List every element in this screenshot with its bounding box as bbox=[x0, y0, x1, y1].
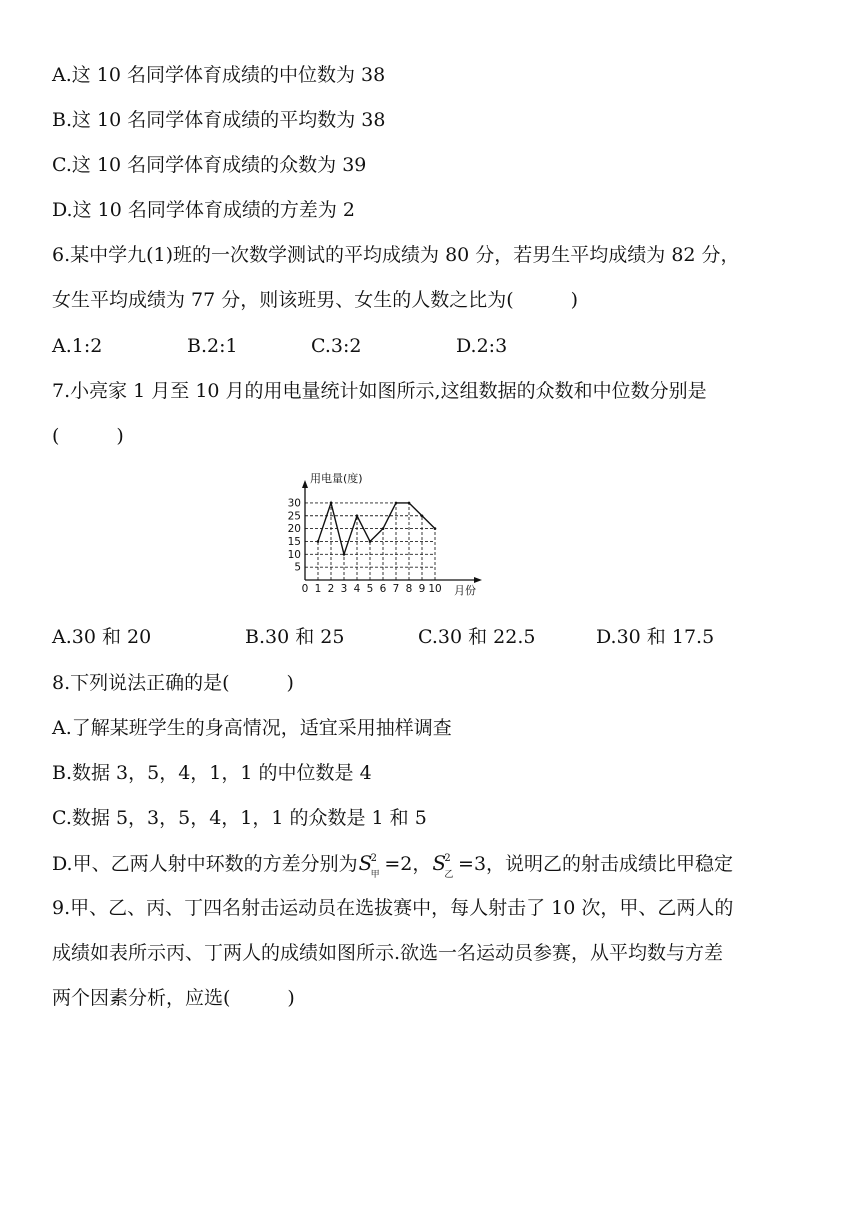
point-10 bbox=[434, 527, 437, 530]
q6-option-d: D.2:3 bbox=[456, 335, 508, 357]
x-tick-label-7: 7 bbox=[392, 583, 400, 595]
x-tick-label-3: 3 bbox=[340, 583, 348, 595]
electricity-line-chart bbox=[283, 468, 493, 602]
q7-stem-line2: ( ) bbox=[52, 425, 124, 447]
x-tick-label-1: 1 bbox=[314, 583, 322, 595]
q6-option-a: A.1:2 bbox=[52, 335, 103, 357]
point-3 bbox=[343, 553, 346, 556]
q7-option-b: B.30 和 25 bbox=[245, 626, 345, 648]
point-9 bbox=[421, 514, 424, 517]
chart-labels bbox=[288, 471, 476, 597]
point-6 bbox=[382, 527, 385, 530]
point-1 bbox=[317, 540, 320, 543]
y-tick-label-30: 30 bbox=[287, 497, 301, 510]
x-tick-label-5: 5 bbox=[366, 583, 374, 595]
x-tick-label-9: 9 bbox=[418, 583, 426, 595]
x-axis-title: 月份 bbox=[454, 584, 476, 597]
q5-option-a: A.这 10 名同学体育成绩的中位数为 38 bbox=[52, 64, 386, 86]
q8-option-a: A.了解某班学生的身高情况，适宜采用抽样调查 bbox=[52, 717, 452, 739]
x-axis-arrow bbox=[474, 577, 482, 583]
y-tick-label-5: 5 bbox=[294, 561, 301, 574]
x-tick-label-10: 10 bbox=[428, 583, 442, 595]
point-5 bbox=[369, 540, 372, 543]
x-tick-label-8: 8 bbox=[405, 583, 413, 595]
y-tick-label-10: 10 bbox=[287, 548, 301, 561]
variance-jia: S 2 甲 bbox=[358, 851, 380, 880]
point-2 bbox=[330, 502, 333, 505]
point-8 bbox=[408, 502, 411, 505]
y-axis-title: 用电量(度) bbox=[310, 472, 363, 485]
q8-option-d-mid: =2， bbox=[384, 853, 432, 875]
q9-stem-line2: 成绩如表所示丙、丁两人的成绩如图所示.欲选一名运动员参赛，从平均数与方差 bbox=[52, 942, 724, 964]
variance-yi: S 2 乙 bbox=[432, 851, 454, 880]
q6-stem-line1: 6.某中学九(1)班的一次数学测试的平均成绩为 80 分，若男生平均成绩为 82 分， bbox=[52, 244, 740, 266]
q6-option-c: C.3:2 bbox=[311, 335, 362, 357]
q6-option-b: B.2:1 bbox=[187, 335, 238, 357]
y-axis-arrow bbox=[302, 480, 308, 488]
y-tick-label-15: 15 bbox=[287, 535, 301, 548]
origin-label: 0 bbox=[301, 583, 309, 595]
q5-option-b: B.这 10 名同学体育成绩的平均数为 38 bbox=[52, 109, 386, 131]
q8-option-d-prefix: D.甲、乙两人射中环数的方差分别为 bbox=[52, 853, 358, 875]
x-tick-label-6: 6 bbox=[379, 583, 387, 595]
q7-option-a: A.30 和 20 bbox=[52, 626, 152, 648]
q9-stem-line1: 9.甲、乙、丙、丁四名射击运动员在选拔赛中，每人射击了 10 次，甲、乙两人的 bbox=[52, 897, 734, 919]
q7-option-c: C.30 和 22.5 bbox=[418, 626, 536, 648]
x-tick-label-2: 2 bbox=[327, 583, 335, 595]
q9-stem-line3: 两个因素分析，应选( ) bbox=[52, 987, 295, 1009]
q6-stem-line2: 女生平均成绩为 77 分，则该班男、女生的人数之比为( ) bbox=[52, 289, 579, 311]
q8-option-c: C.数据 5，3，5，4，1，1 的众数是 1 和 5 bbox=[52, 807, 427, 829]
q8-option-d bbox=[52, 851, 734, 880]
q8-option-d-suffix: =3，说明乙的射击成绩比甲稳定 bbox=[458, 853, 734, 875]
x-tick-label-4: 4 bbox=[353, 583, 361, 595]
q8-stem: 8.下列说法正确的是( ) bbox=[52, 672, 294, 694]
q5-option-d: D.这 10 名同学体育成绩的方差为 2 bbox=[52, 199, 355, 221]
q7-option-d: D.30 和 17.5 bbox=[596, 626, 715, 648]
q7-stem-line1: 7.小亮家 1 月至 10 月的用电量统计如图所示,这组数据的众数和中位数分别是 bbox=[52, 380, 707, 402]
point-4 bbox=[356, 514, 359, 517]
y-tick-label-25: 25 bbox=[287, 510, 301, 523]
q5-option-c: C.这 10 名同学体育成绩的众数为 39 bbox=[52, 154, 367, 176]
point-7 bbox=[395, 502, 398, 505]
q8-option-b: B.数据 3，5，4，1，1 的中位数是 4 bbox=[52, 762, 372, 784]
y-tick-label-20: 20 bbox=[287, 523, 301, 536]
